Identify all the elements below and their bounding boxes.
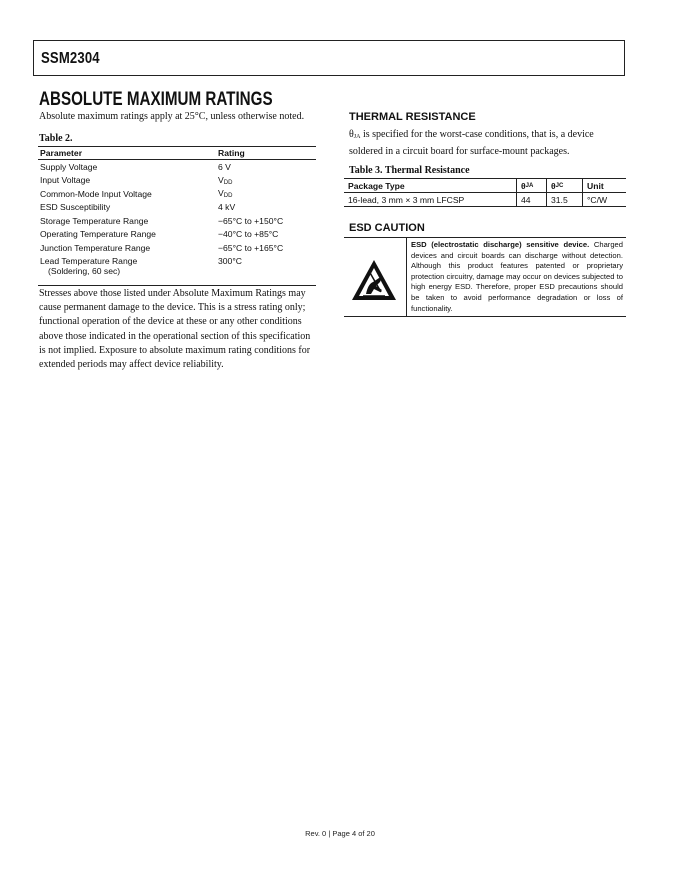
esd-caution-box	[344, 237, 626, 317]
table-row	[38, 255, 316, 279]
table-row	[38, 201, 316, 215]
parameter-line2: (Soldering, 60 sec)	[48, 265, 121, 276]
package-cell: 16-lead, 3 mm × 3 mm LFCSP	[348, 194, 465, 205]
parameter-cell: Common-Mode Input Voltage	[40, 188, 152, 199]
theta-jc-cell: 31.5	[546, 193, 582, 206]
abs-max-intro: Absolute maximum ratings apply at 25°C, unless otherwise noted.	[39, 111, 305, 122]
table-row	[38, 214, 316, 228]
rating-cell: −40°C to +85°C	[218, 229, 279, 240]
parameter-cell: Storage Temperature Range	[40, 215, 149, 226]
table-row	[38, 228, 316, 242]
col-parameter: Parameter	[40, 148, 83, 158]
rating-sub: DD	[223, 193, 233, 200]
table-row	[344, 193, 626, 206]
stress-note: Stresses above those listed under Absolute Maximum Ratings may cause permanent damage to the device. This is a stress rating only; functional operation of the device at these or any other conditions above those indicated in the operational section of this specification is not implied. Exposure to absolute maximum rating conditions for extended periods may affect device reliability.	[39, 288, 311, 371]
rating-sub: DD	[223, 179, 233, 186]
rating-cell: 6 V	[218, 161, 231, 172]
thermal-text: is specified for the worst-case conditions, that is, a device soldered in a circuit board for surface-mount packages.	[349, 129, 594, 157]
table3-header-row	[344, 179, 626, 193]
esd-body-text: Charged devices and circuit boards can discharge without detection. Although this product features patented or proprietary protection circuitry, damage may occur on devices subjected to high energy ESD. Therefore, proper ESD precautions should be taken to avoid performance degradation or loss of functionality.	[411, 240, 623, 313]
esd-warning-icon	[349, 256, 399, 304]
theta-ja-cell: 44	[516, 193, 546, 206]
rating-cell	[214, 175, 316, 186]
col-rating: Rating	[218, 148, 245, 158]
table3-caption: Table 3. Thermal Resistance	[349, 165, 470, 176]
parameter-line1: Lead Temperature Range	[40, 255, 138, 266]
theta-sub: JA	[353, 134, 361, 140]
rating-cell	[214, 188, 316, 199]
table-row	[38, 187, 316, 201]
rating-cell: 4 kV	[218, 202, 236, 213]
abs-max-title: ABSOLUTE MAXIMUM RATINGS	[39, 89, 273, 110]
rating-cell: −65°C to +165°C	[218, 242, 284, 253]
thermal-paragraph	[349, 128, 629, 158]
rating-cell: −65°C to +150°C	[218, 215, 284, 226]
table-row	[38, 160, 316, 174]
col-theta-jc: θ JC	[546, 179, 582, 192]
table-row	[38, 241, 316, 255]
col-theta-ja: θ JA	[516, 179, 546, 192]
col-package: Package Type	[348, 180, 405, 191]
thermal-table	[344, 178, 626, 207]
thermal-title: THERMAL RESISTANCE	[349, 111, 476, 123]
parameter-cell: ESD Susceptibility	[40, 202, 111, 213]
rating-cell: 300°C	[218, 255, 242, 266]
unit-cell: °C/W	[582, 193, 626, 206]
header-box	[33, 40, 625, 76]
esd-caution-text	[411, 240, 623, 314]
parameter-cell: Supply Voltage	[40, 161, 98, 172]
page-footer: Rev. 0 | Page 4 of 20	[305, 829, 375, 838]
theta-symbol: θ	[349, 129, 354, 140]
parameter-cell: Input Voltage	[40, 175, 91, 186]
part-number: SSM2304	[41, 50, 100, 67]
parameter-cell: Junction Temperature Range	[40, 242, 151, 253]
esd-bold-text: ESD (electrostatic discharge) sensitive device.	[411, 240, 590, 249]
table2-header-row	[38, 147, 316, 160]
rating-main: V	[218, 188, 224, 199]
esd-title: ESD CAUTION	[349, 222, 425, 234]
rating-main: V	[218, 174, 224, 185]
table-row	[38, 174, 316, 188]
parameter-cell: Operating Temperature Range	[40, 229, 156, 240]
parameter-cell	[38, 256, 214, 276]
table2-caption: Table 2.	[39, 133, 73, 144]
col-unit: Unit	[582, 179, 626, 192]
abs-max-table	[38, 146, 316, 286]
